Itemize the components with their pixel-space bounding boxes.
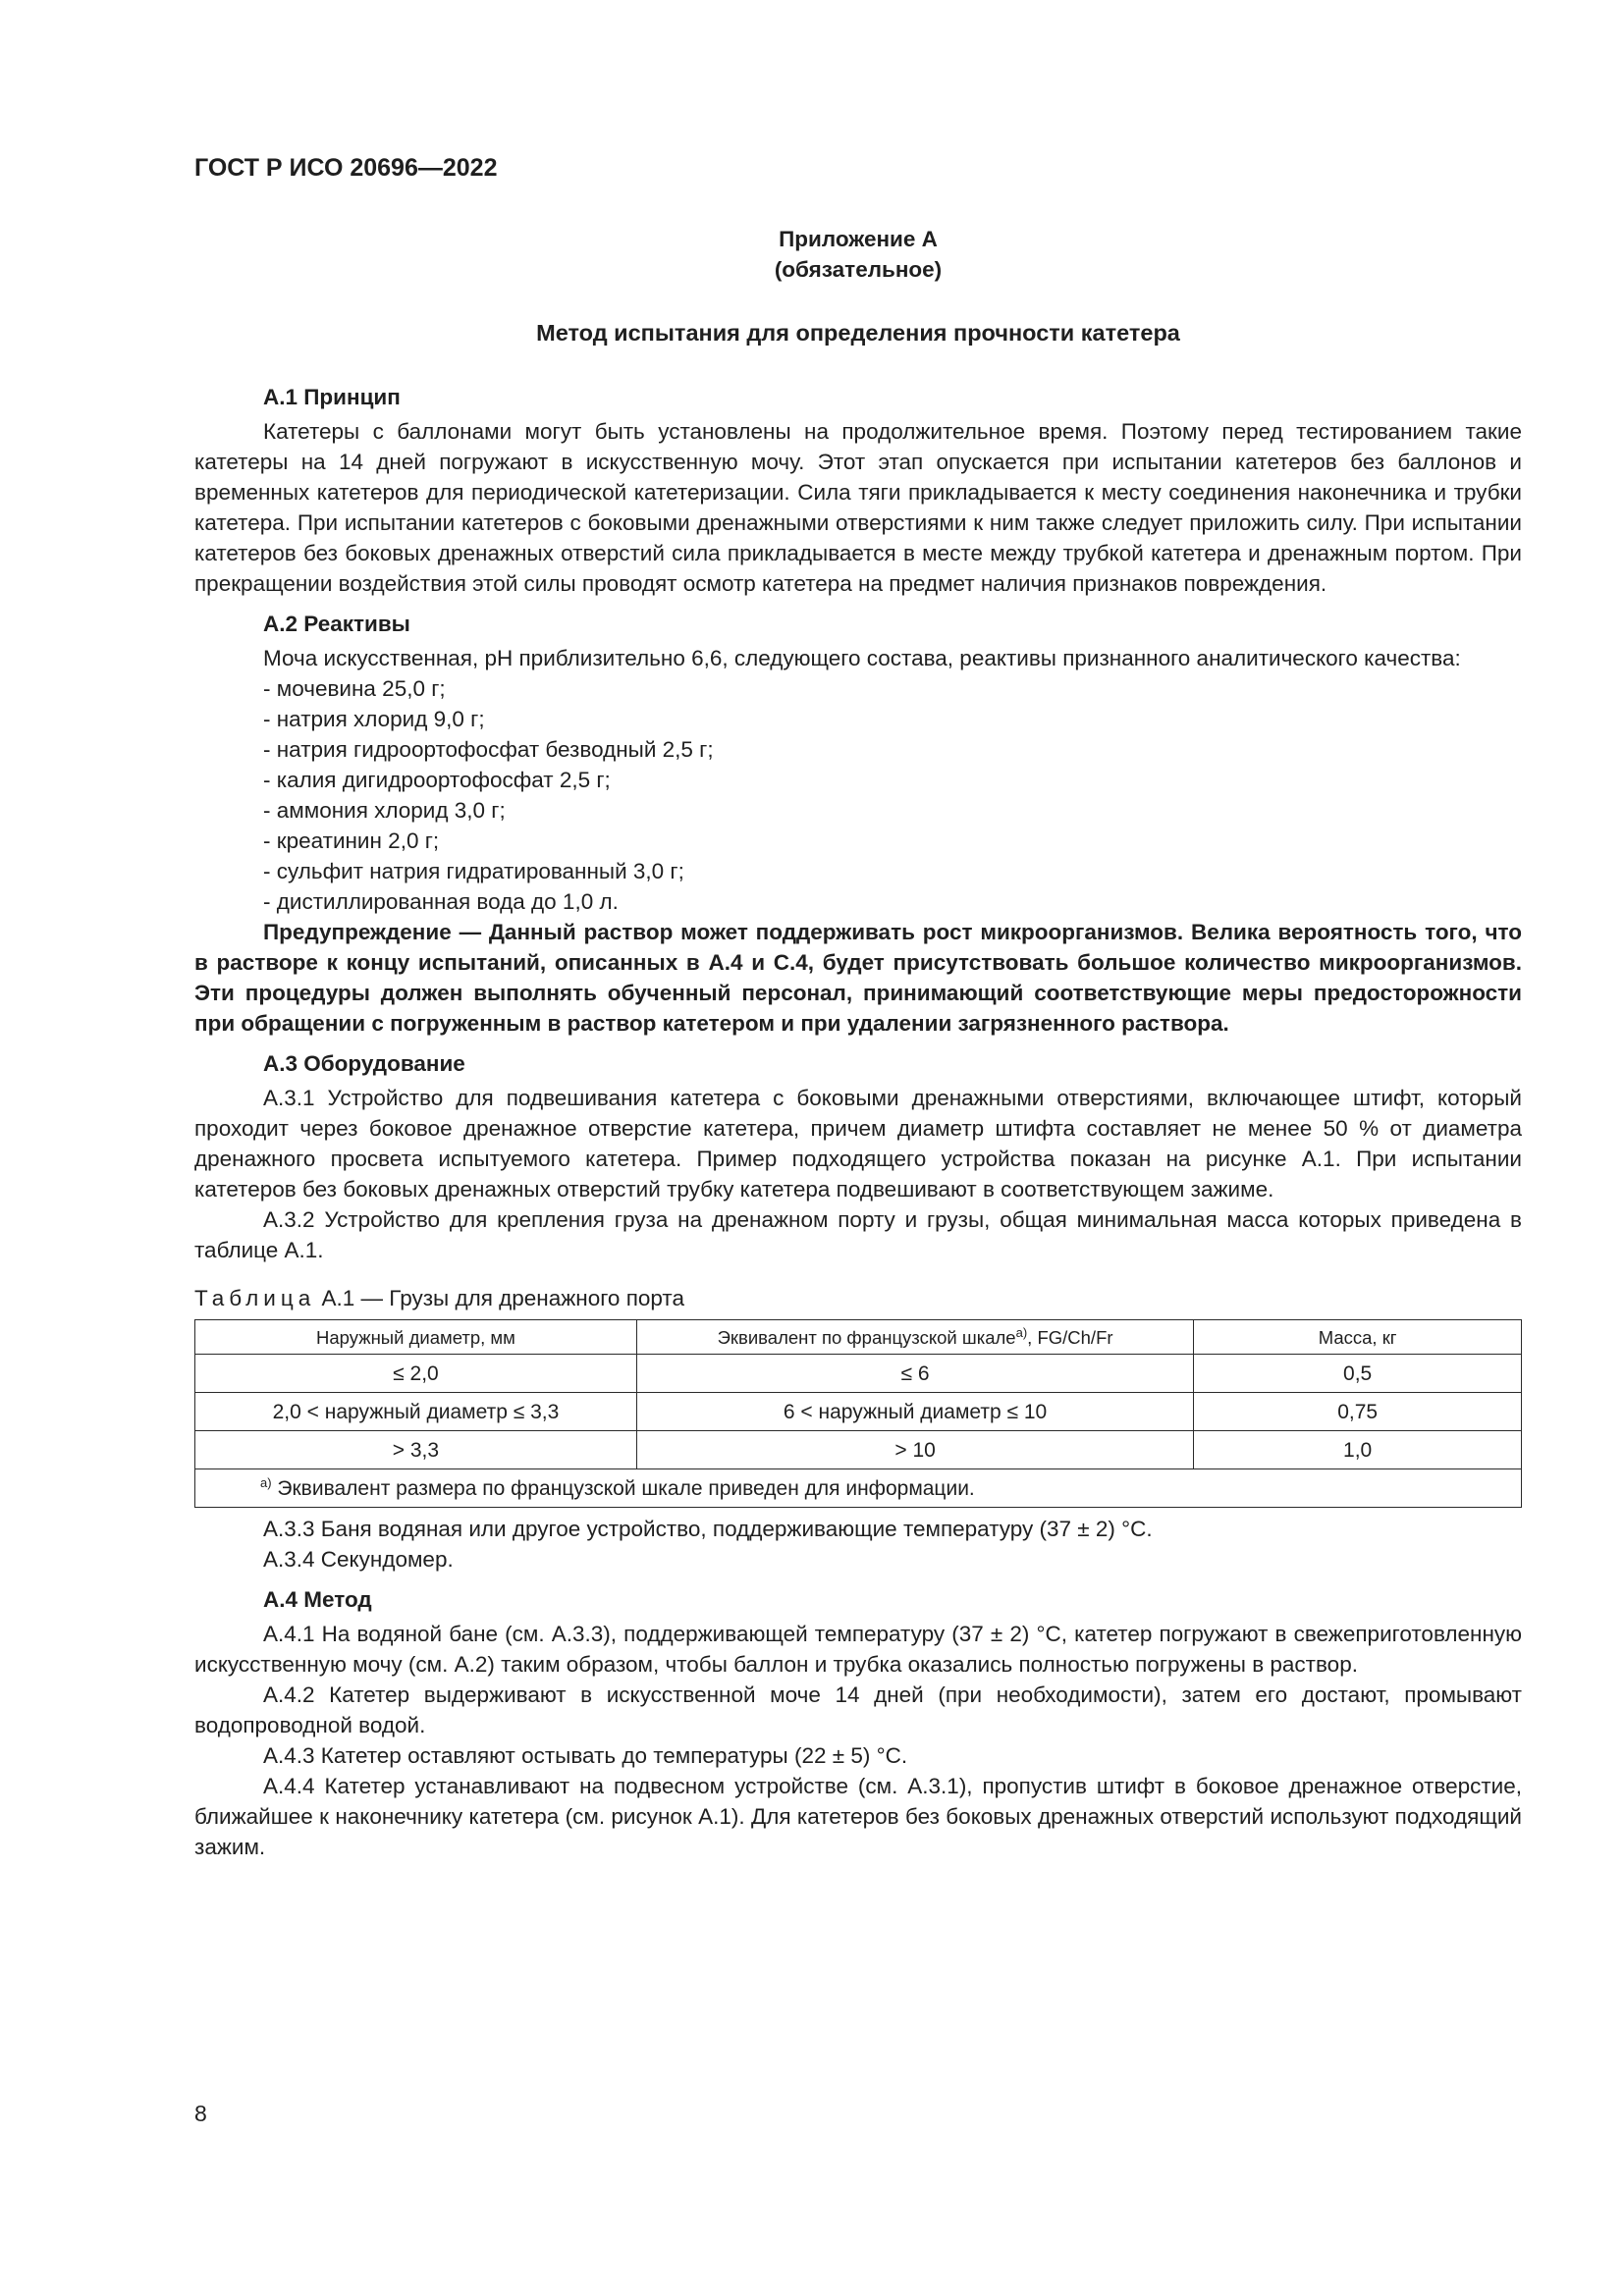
list-item: - дистиллированная вода до 1,0 л. bbox=[263, 889, 619, 914]
table-row bbox=[195, 1393, 1522, 1431]
table-cell: 1,0 bbox=[1194, 1431, 1522, 1469]
reagent-list bbox=[194, 673, 1522, 917]
method-title: Метод испытания для определения прочности катетера bbox=[536, 320, 1180, 346]
page-content bbox=[194, 224, 1522, 1862]
column-header bbox=[636, 1320, 1193, 1355]
table-caption bbox=[194, 1283, 1522, 1313]
section-a4-4: А.4.4 Катетер устанавливают на подвесном устройстве (см. А.3.1), пропустив штифт в боковое дренажное отверстие, ближайшее к наконечнику катетера (см. рисунок А.1). Для катетеров без боковых дренажных отверстий используют подходящий зажим. bbox=[194, 1774, 1522, 1859]
section-a4-3: А.4.3 Катетер оставляют остывать до температуры (22 ± 5) °С. bbox=[263, 1743, 908, 1768]
section-a4-heading: А.4 Метод bbox=[263, 1587, 372, 1612]
table-footnote bbox=[195, 1469, 1522, 1508]
warning-text: Предупреждение — Данный раствор может поддерживать рост микроорганизмов. Велика вероятность того, что в растворе к концу испытаний, описанных в А.4 и С.4, будет присутствовать большое количество микроорганизмов. Эти процедуры должен выполнять обученный персонал, принимающий соответствующие меры предосторожности при обращении с погруженным в раствор катетером и при удалении загрязненного раствора. bbox=[194, 920, 1522, 1036]
weights-table bbox=[194, 1319, 1522, 1508]
list-item: - калия дигидроортофосфат 2,5 г; bbox=[263, 768, 611, 792]
footnote-text: Эквивалент размера по французской шкале приведен для информации. bbox=[271, 1476, 975, 1500]
table-cell: 0,5 bbox=[1194, 1355, 1522, 1393]
list-item: - аммония хлорид 3,0 г; bbox=[263, 798, 506, 823]
footnote-mark: а) bbox=[260, 1474, 272, 1490]
column-header-text: Эквивалент по французской шкале bbox=[717, 1326, 1016, 1348]
table-cell: > 10 bbox=[636, 1431, 1193, 1469]
table-row bbox=[195, 1431, 1522, 1469]
table-cell: 6 < наружный диаметр ≤ 10 bbox=[636, 1393, 1193, 1431]
table-cell: 2,0 < наружный диаметр ≤ 3,3 bbox=[195, 1393, 637, 1431]
list-item: - сульфит натрия гидратированный 3,0 г; bbox=[263, 859, 684, 883]
section-a3-heading: А.3 Оборудование bbox=[263, 1051, 465, 1076]
list-item: - натрия хлорид 9,0 г; bbox=[263, 707, 485, 731]
list-item: - креатинин 2,0 г; bbox=[263, 828, 440, 853]
column-header: Масса, кг bbox=[1194, 1320, 1522, 1355]
annex-status: (обязательное) bbox=[774, 257, 943, 282]
section-a3-4: А.3.4 Секундомер. bbox=[263, 1547, 454, 1572]
section-a1-heading: А.1 Принцип bbox=[263, 385, 401, 409]
section-a1-text: Катетеры с баллонами могут быть установлены на продолжительное время. Поэтому перед тестированием такие катетеры на 14 дней погружают в искусственную мочу. Этот этап опускается при испытании катетеров без баллонов и временных катетеров для периодической катетеризации. Сила тяги прикладывается к месту соединения наконечника и трубки катетера. При испытании катетеров с боковыми дренажными отверстиями к ним также следует приложить силу. При испытании катетеров без боковых дренажных отверстий сила прикладывается в месте между трубкой катетера и дренажным портом. При прекращении воздействия этой силы проводят осмотр катетера на предмет наличия признаков повреждения. bbox=[194, 419, 1522, 596]
table-cell: > 3,3 bbox=[195, 1431, 637, 1469]
section-a3-1: А.3.1 Устройство для подвешивания катетера с боковыми дренажными отверстиями, включающее штифт, который проходит через боковое дренажное отверстие катетера, причем диаметр штифта составляет не менее 50 % от диаметра дренажного просвета испытуемого катетера. Пример подходящего устройства показан на рисунке А.1. При испытании катетеров без боковых дренажных отверстий трубку катетера подвешивают в соответствующем зажиме. bbox=[194, 1086, 1522, 1201]
table-row bbox=[195, 1355, 1522, 1393]
footnote-mark: а) bbox=[1015, 1324, 1028, 1340]
column-header: Наружный диаметр, мм bbox=[195, 1320, 637, 1355]
table-header-row bbox=[195, 1320, 1522, 1355]
table-caption-word: Таблица bbox=[194, 1286, 316, 1310]
standard-designation: ГОСТ Р ИСО 20696—2022 bbox=[194, 154, 498, 182]
section-a4-1: А.4.1 На водяной бане (см. А.3.3), поддерживающей температуру (37 ± 2) °С, катетер погружают в свежеприготовленную искусственную мочу (см. А.2) таким образом, чтобы баллон и трубка оказались полностью погружены в раствор. bbox=[194, 1622, 1522, 1677]
table-cell: ≤ 6 bbox=[636, 1355, 1193, 1393]
section-a3-3: А.3.3 Баня водяная или другое устройство, поддерживающие температуру (37 ± 2) °С. bbox=[263, 1517, 1153, 1541]
section-a4-2: А.4.2 Катетер выдерживают в искусственной моче 14 дней (при необходимости), затем его достают, промывают водопроводной водой. bbox=[194, 1682, 1522, 1737]
list-item: - натрия гидроортофосфат безводный 2,5 г; bbox=[263, 737, 714, 762]
table-cell: ≤ 2,0 bbox=[195, 1355, 637, 1393]
page-number: 8 bbox=[194, 2101, 207, 2126]
section-a2-heading: А.2 Реактивы bbox=[263, 612, 410, 636]
table-caption-text: А.1 — Грузы для дренажного порта bbox=[321, 1286, 684, 1310]
table-footnote-row bbox=[195, 1469, 1522, 1508]
list-item: - мочевина 25,0 г; bbox=[263, 676, 446, 701]
annex-title: Приложение А bbox=[779, 227, 938, 251]
section-a2-intro: Моча искусственная, pH приблизительно 6,6, следующего состава, реактивы признанного аналитического качества: bbox=[263, 646, 1461, 670]
table-cell: 0,75 bbox=[1194, 1393, 1522, 1431]
section-a3-2: А.3.2 Устройство для крепления груза на дренажном порту и грузы, общая минимальная масса которых приведена в таблице А.1. bbox=[194, 1207, 1522, 1262]
column-header-tail: , FG/Ch/Fr bbox=[1027, 1326, 1113, 1348]
